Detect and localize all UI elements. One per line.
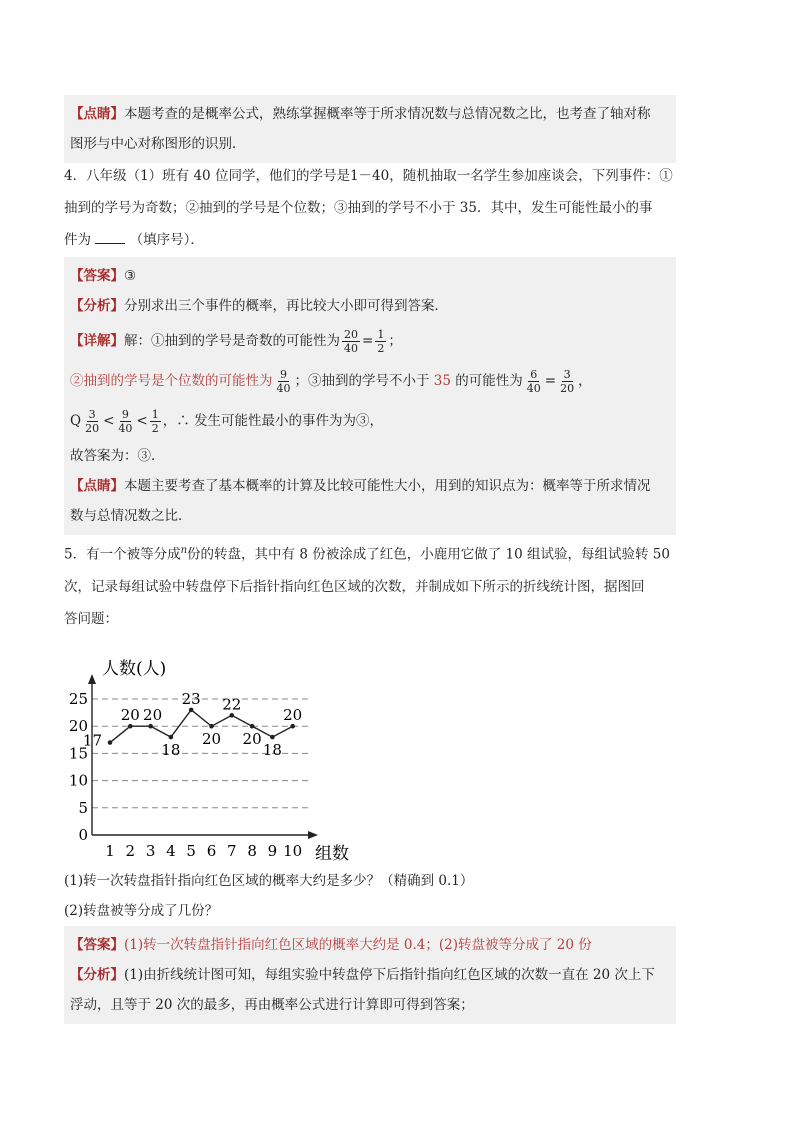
- detail-number: 35: [433, 373, 451, 389]
- question-text: 答问题：: [64, 610, 118, 627]
- detail-text: ，∴ 发生可能性最小的事件为为③，: [162, 413, 383, 429]
- equals-sign: =: [362, 333, 374, 349]
- data-label: 20: [120, 706, 140, 725]
- analysis-tag: 【分析】: [70, 967, 124, 983]
- x-tick-label: 7: [227, 842, 237, 860]
- sub-question-1: (1)转一次转盘指针指向红色区域的概率大约是多少？（精确到 0.1）: [64, 873, 474, 889]
- data-point: [209, 724, 214, 729]
- data-point: [250, 724, 255, 729]
- key-point-text: 本题主要考查了基本概率的计算及比较可能性大小，用到的知识点为：概率等于所求情况: [124, 478, 651, 494]
- question-text: 抽到的学号为奇数；②抽到的学号是个位数；③抽到的学号不小于 35．其中，发生可能性最小的事: [64, 200, 653, 216]
- x-tick-label: 8: [247, 842, 257, 860]
- x-axis-arrow: [308, 831, 318, 839]
- y-axis-arrow: [88, 674, 96, 684]
- x-tick-label: 10: [283, 842, 303, 860]
- question-text: 4．八年级（1）班有 40 位同学，他们的学号是1－40，随机抽取一名学生参加座谈会，下列事件：①: [64, 168, 673, 184]
- x-axis-label: 组数: [315, 844, 349, 864]
- detail-text: ；③抽到的学号不小于: [294, 373, 430, 389]
- detail-text: ②抽到的学号是个位数的可能性为: [70, 373, 273, 389]
- data-label: 18: [161, 741, 181, 760]
- y-tick-label: 15: [68, 744, 88, 763]
- analysis-tag: 【分析】: [70, 298, 124, 314]
- answer-tag: 【答案】: [70, 937, 124, 953]
- question-5: [64, 535, 676, 635]
- solution-box-q4: [64, 257, 676, 535]
- less-than-sign: <: [103, 413, 115, 429]
- x-tick-label: 6: [206, 842, 217, 860]
- answer-tag: 【答案】: [70, 268, 124, 284]
- because-symbol: Q: [70, 413, 82, 429]
- y-axis-label: 人数(人): [102, 659, 167, 679]
- fraction: $\frac{3}{20}$: [560, 368, 575, 395]
- variable-n: n: [180, 545, 188, 556]
- analysis-text: (1)由折线统计图可知，每组实验中转盘停下后指针指向红色区域的次数一直在 20 次上下: [124, 967, 655, 983]
- fraction: $\frac{9}{40}$: [276, 368, 291, 395]
- data-label: 20: [201, 730, 222, 749]
- data-point: [148, 724, 153, 729]
- detail-text: 解：①抽到的学号是奇数的可能性为: [124, 333, 340, 349]
- x-tick-label: 1: [105, 842, 115, 860]
- line-chart: [68, 650, 372, 865]
- data-label: 23: [181, 689, 201, 708]
- data-label: 22: [222, 695, 242, 714]
- analysis-text: 分别求出三个事件的概率，再比较大小即可得到答案．: [124, 298, 448, 314]
- question-text: （填序号）．: [129, 232, 204, 248]
- fraction: $\frac{3}{20}$: [85, 408, 100, 435]
- data-label: 20: [143, 706, 163, 725]
- sub-question-2: (2)转盘被等分成了几份？: [64, 903, 219, 919]
- detail-text: ；: [388, 333, 402, 349]
- key-point-text: 数与总情况数之比．: [70, 508, 192, 524]
- question-5-subparts: [64, 866, 676, 926]
- y-tick-label: 20: [68, 717, 88, 736]
- data-point: [230, 713, 235, 718]
- fraction: $\frac{1}{2}$: [377, 328, 385, 355]
- data-label: 20: [242, 730, 262, 749]
- detail-tag: 【详解】: [70, 333, 124, 349]
- question-text: 5．有一个被等分成: [64, 546, 181, 563]
- x-tick-label: 9: [267, 842, 278, 860]
- question-4: [64, 160, 676, 256]
- x-tick-label: 3: [145, 842, 156, 860]
- answer-blank: [95, 229, 125, 244]
- y-tick-label: 25: [68, 690, 88, 708]
- fraction: $\frac{20}{40}$: [344, 328, 358, 355]
- solution-box-q5: [64, 926, 676, 1024]
- data-point: [169, 735, 174, 740]
- data-point: [270, 735, 275, 740]
- fraction: $\frac{6}{40}$: [526, 368, 541, 395]
- question-text: 次，记录每组试验中转盘停下后指针指向红色区域的次数，并制成如下所示的折线统计图，据图回: [64, 578, 645, 595]
- y-tick-label: 0: [78, 826, 88, 844]
- detail-text: ，: [578, 373, 592, 389]
- equals-sign: =: [544, 373, 557, 389]
- x-tick-label: 4: [166, 842, 176, 860]
- analysis-text: 浮动，且等于 20 次的最多，再由概率公式进行计算即可得到答案；: [70, 997, 474, 1013]
- question-text: 份的转盘，其中有 8 份被涂成了红色，小鹿用它做了 10 组试验，每组试验转 50: [187, 546, 670, 563]
- less-than-sign: <: [136, 413, 148, 429]
- answer-text: (1)转一次转盘指针指向红色区域的概率大约是 0.4；(2)转盘被等分成了 20 份: [124, 937, 592, 953]
- fraction: $\frac{9}{40}$: [118, 408, 133, 435]
- x-tick-label: 2: [125, 842, 136, 860]
- y-tick-label: 10: [68, 771, 88, 790]
- data-point: [189, 708, 194, 713]
- data-label: 17: [82, 731, 102, 750]
- detail-text: 故答案为：③．: [70, 448, 165, 464]
- key-point-text: 本题考查的是概率公式，熟练掌握概率等于所求情况数与总情况数之比，也考查了轴对称: [124, 106, 651, 122]
- data-point: [128, 724, 133, 729]
- key-point-box-1: [64, 95, 676, 163]
- x-tick-label: 5: [186, 842, 196, 860]
- answer-text: ③: [124, 268, 137, 284]
- data-point: [108, 740, 113, 745]
- question-text: 件为: [64, 232, 91, 248]
- data-point: [290, 724, 295, 729]
- key-point-tag: 【点睛】: [70, 478, 124, 494]
- key-point-tag: 【点睛】: [70, 106, 124, 122]
- key-point-text: 图形与中心对称图形的识别．: [70, 136, 246, 152]
- data-label: 20: [283, 706, 303, 725]
- detail-text: 的可能性为: [455, 373, 523, 389]
- data-label: 18: [262, 741, 282, 760]
- fraction: $\frac{1}{2}$: [151, 408, 159, 435]
- y-tick-label: 5: [78, 798, 88, 817]
